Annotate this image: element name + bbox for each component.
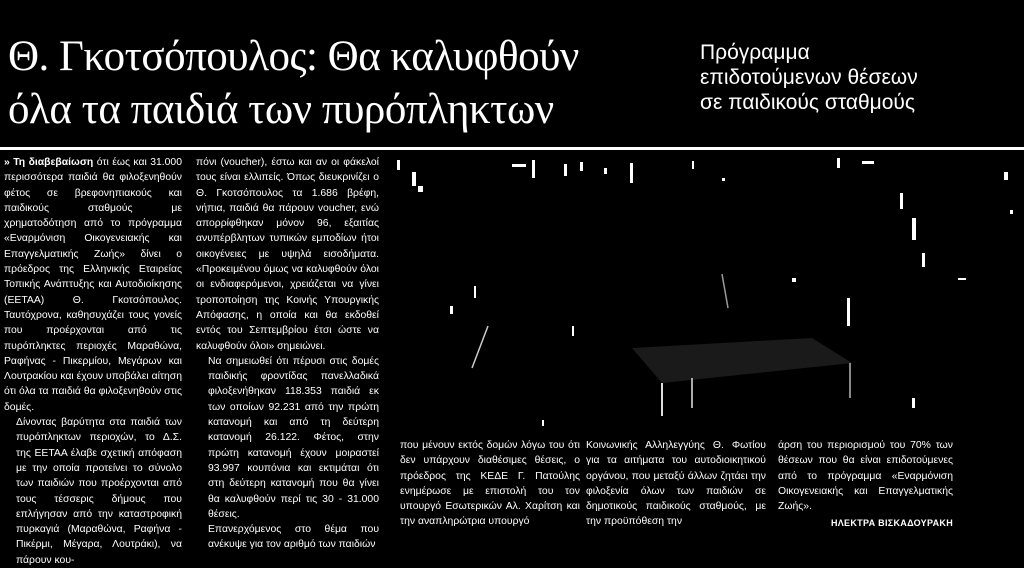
column-1-paragraph-2: Δίνοντας βαρύτητα στα παιδιά των πυρόπληκτων περιοχών, το Δ.Σ. της ΕΕΤΑΑ έλαβε σχετική απόφαση με την οποία προτείνει το σύνολο των παιδιών που προέρχονται από τους τέσσερις δήμους που επλήγησαν από την καταστροφική πυρκαγιά (Μαραθώνα, Ραφήνα - Πικέρμι, Μέγαρα, Λουτράκι), να πάρουν κου- <box>16 417 182 566</box>
headline <box>8 30 688 136</box>
dark-classroom-photo <box>392 158 1024 426</box>
author-byline: ΗΛΕΚΤΡΑ ΒΙΣΚΑΔΟΥΡΑΚΗ <box>830 518 953 529</box>
header-divider <box>0 147 1024 150</box>
column-1-text-1: ότι έως και 31.000 περισσότερα παιδιά θα φιλοξενηθούν φέτος σε βρεφονηπιακούς και παιδικούς σταθμούς με χρηματοδότηση από το πρόγραμμα «Εναρμόνιση Οικογενειακής και Επαγγελματικής Ζωής» δίνει ο πρόεδρος της Ελληνικής Εταιρείας Τοπικής Ανάπτυξης και Αυτοδιοίκησης (ΕΕΤΑΑ) Θ. Γκοτσόπουλος. Ταυτόχρονα, καθησυχάζει τους γονείς που προέρχονται από τις πυρόπληκτες περιοχές Μαραθώνα, Ραφήνας - Πικερμίου, Μεγάρων και Λουτρακίου και έχουν υποβάλει αίτηση ότι όλα τα παιδιά θα φιλοξενηθούν στις δομές. <box>4 157 182 413</box>
column-2-paragraph-2: Να σημειωθεί ότι πέρυσι στις δομές παιδικής φροντίδας πανελλαδικά φιλοξενήθηκαν 118.353 παιδιά εκ των οποίων 92.231 από την πρώτη κατανομή και από τη δεύτερη κατανομή 26.122. Φέτος, στην πρώτη κατανομή έχουν μοιραστεί 93.997 κουπόνια και εκτιμάται ότι στη δεύτερη κατανομή που θα γίνει θα καλυφθούν περί τις 30 - 31.000 θέσεις. <box>208 355 379 520</box>
lede-marker: » Τη διαβεβαίωση <box>4 157 94 168</box>
column-2-paragraph-3: Επανερχόμενος στο θέμα που ανέκυψε για τον αριθμό των παιδιών <box>208 524 379 551</box>
subheadline-line-2: επιδοτούμενων θέσεων <box>700 66 918 89</box>
subheadline <box>700 40 1020 115</box>
article-column-3 <box>400 438 580 530</box>
subheadline-line-3: σε παιδικούς σταθμούς <box>700 91 916 114</box>
article-column-2 <box>196 155 379 553</box>
headline-line-1: Θ. Γκοτσόπουλος: Θα καλυφθούν <box>8 33 579 80</box>
article-photo <box>392 158 1024 426</box>
subheadline-line-1: Πρόγραμμα <box>700 41 810 64</box>
column-3-paragraph-1: που μένουν εκτός δομών λόγω του ότι δεν υπάρχουν διαθέσιμες θέσεις, ο πρόεδρος της ΚΕΔΕ Γ. Πατούλης ενημέρωσε με επιστολή του τον υπουργό Εσωτερικών Αλ. Χαρίτση και την αναπληρώτρια υπουργό <box>400 440 580 528</box>
column-2-paragraph-1: πόνι (voucher), έστω και αν οι φάκελοί τους είναι ελλιπείς. Όπως διευκρινίζει ο Θ. Γκοτσόπουλος τα 1.686 βρέφη, νήπια, παιδιά θα πάρουν voucher, ενώ απορρίφθηκαν μόνον 96, εξαιτίας ανυπέρβλητων τυπικών εμποδίων ήτοι οικογένειες με υψηλά εισοδήματα. «Προκειμένου όμως να καλυφθούν όλοι οι ενδιαφερόμενοι, χρειάζεται να γίνει τροποποίηση της Κοινής Υπουργικής Απόφασης, η οποία και θα εκδοθεί εντός του Σεπτεμβρίου έτσι ώστε να καλυφθούν όλοι» σημειώνει. <box>196 157 379 352</box>
article-column-1 <box>4 155 182 568</box>
headline-line-2: όλα τα παιδιά των πυρόπληκτων <box>8 86 554 133</box>
article-column-4 <box>586 438 766 530</box>
column-1-paragraph-1 <box>4 155 182 415</box>
article-column-5 <box>778 438 953 532</box>
column-5-paragraph-1: άρση του περιορισμού του 70% των θέσεων που θα είναι επιδοτούμενες από το πρόγραμμα «Εναρμόνιση Οικογενειακής και Επαγγελματικής Ζωής». <box>778 440 953 513</box>
column-4-paragraph-1: Κοινωνικής Αλληλεγγύης Θ. Φωτίου για τα αιτήματα του αυτοδιοικητικού οργάνου, που μεταξύ άλλων ζητάει την φιλοξενία όλων των παιδιών σε δημοτικούς παιδικούς σταθμούς, με την προϋπόθεση την <box>586 440 766 528</box>
